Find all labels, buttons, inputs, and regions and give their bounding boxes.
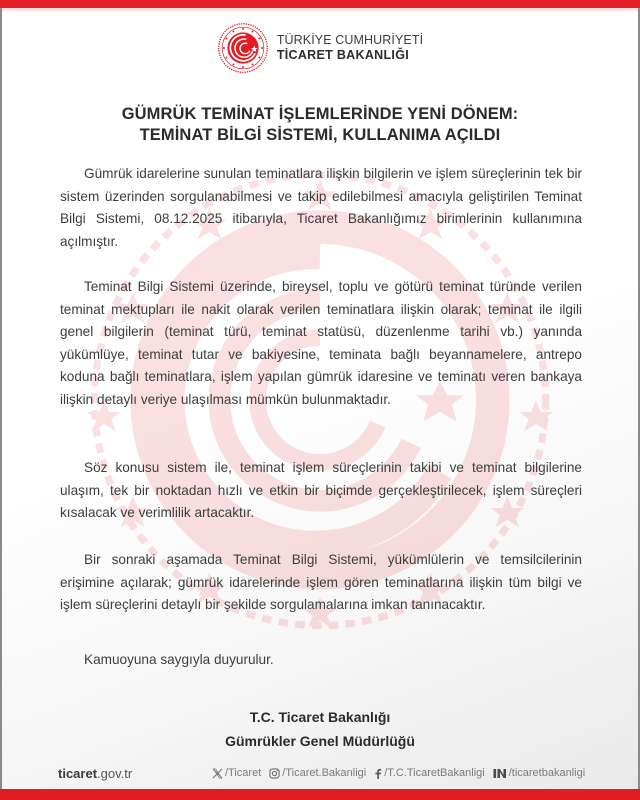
paragraph-text: Gümrük idarelerine sunulan teminatlara ilişkin bilgilerin ve işlem süreçlerinin tek bir sistem üzerinden sorgulanabilmesi ve takip edilebilmesi amacıyla geliştirilen Teminat Bilgi Sistemi, 08.12.2025 itibarıyla, Ticaret Bakanlığımız birimlerinin kullanımına açılmıştır. <box>60 166 582 249</box>
announcement-title <box>0 104 640 146</box>
facebook-icon <box>374 768 382 779</box>
paragraph-2 <box>60 276 582 412</box>
social-link-nsosyal[interactable] <box>493 767 585 779</box>
footer <box>0 766 640 784</box>
paragraph-text: Teminat Bilgi Sistemi üzerinde, bireysel, toplu ve götürü teminat türünde verilen teminat mektupları ile nakit olarak verilen teminatlara ilişkin olarak; teminat ile ilgili genel bilgilerin (teminat türü, teminat statüsü, düzenlenme tarihi vb.) yanında yükümlüye, teminat tutar ve bakiyesine, teminata bağlı beyannamelere, antrepo koduna bağlı teminatlara, işlem yapılan gümrük idaresine ve teminatı veren bankaya ilişkin detaylı veriye ulaşılması mümkün bulunmaktadır. <box>60 279 582 407</box>
signature-line1: T.C. Ticaret Bakanlığı <box>249 709 391 725</box>
social-handle: /T.C.TicaretBakanligi <box>384 767 485 779</box>
social-link-x[interactable] <box>212 767 261 779</box>
instagram-icon <box>269 768 280 779</box>
closing-line: Kamuoyuna saygıyla duyurulur. <box>84 652 274 667</box>
paragraph-text: Söz konusu sistem ile, teminat işlem süreçlerinin takibi ve teminat bilgilerine ulaşım, tek bir noktadan hızlı ve etkin bir biçimde gerçekleştirilecek, işlem süreçleri kısalacak ve verimlilik artacaktır. <box>60 460 582 521</box>
ministry-name-line2: TİCARET BAKANLIĞI <box>276 48 409 62</box>
bottom-red-bar <box>0 789 640 800</box>
website-domain-suffix: .gov.tr <box>97 766 133 781</box>
title-line1: GÜMRÜK TEMİNAT İŞLEMLERİNDE YENİ DÖNEM: <box>121 105 519 123</box>
ministry-name-line1: TÜRKİYE CUMHURİYETİ <box>276 33 424 47</box>
social-link-facebook[interactable] <box>374 767 484 779</box>
paragraph-3 <box>60 457 582 525</box>
top-red-bar <box>0 0 640 8</box>
paragraph-text: Bir sonraki aşamada Teminat Bilgi Sistemi, yükümlülerin ve temsilcilerinin erişimine açılarak; gümrük idarelerinde işlem gören teminatlarına ilişkin tüm bilgi ve işlem süreçlerini detaylı bir şekilde sorgulamalarına imkan tanınacaktır. <box>60 552 582 613</box>
ticaret-bakanligi-logo-icon <box>217 22 269 74</box>
website-link[interactable] <box>58 766 132 781</box>
social-link-instagram[interactable] <box>269 767 366 779</box>
website-domain-bold: ticaret <box>58 766 98 781</box>
ministry-header <box>0 22 640 74</box>
signature-line2: Gümrükler Genel Müdürlüğü <box>225 733 415 749</box>
signature-block <box>0 705 640 753</box>
top-bar-shadow <box>0 8 640 11</box>
paragraph-1 <box>60 163 582 253</box>
social-links <box>212 767 585 779</box>
social-handle: /Ticaret.Bakanligi <box>282 767 367 779</box>
social-handle: /Ticaret <box>225 767 262 779</box>
nsosyal-icon <box>493 768 507 779</box>
ministry-name <box>277 33 423 63</box>
social-handle: /ticaretbakanligi <box>508 767 586 779</box>
x-twitter-icon <box>212 768 223 779</box>
title-line2: TEMİNAT BİLGİ SİSTEMİ, KULLANIMA AÇILDI <box>139 126 501 144</box>
paragraph-4 <box>60 549 582 617</box>
